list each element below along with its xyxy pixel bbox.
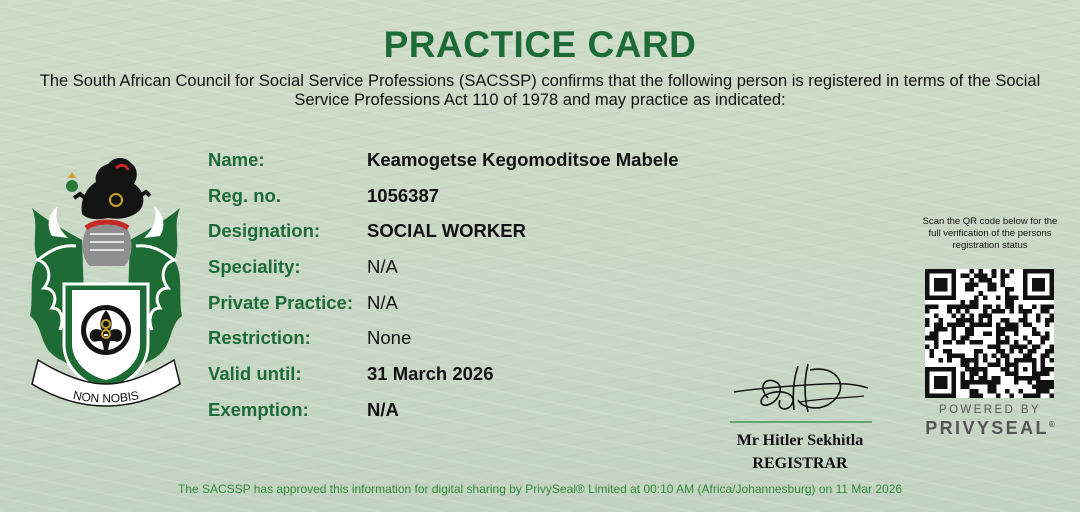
privyseal-logo bbox=[918, 418, 1062, 439]
field-label: Reg. no. bbox=[208, 184, 281, 206]
powered-by-label: POWERED BY bbox=[939, 404, 1041, 416]
field-value: N/A bbox=[367, 291, 398, 313]
footer-approval-text: The SACSSP has approved this information for digital sharing by PrivySeal® Limited at 00:10 AM (Africa/Johannesburg) on 11 Mar 2026 bbox=[177, 482, 903, 496]
intro-text: The South African Council for Social Service Professions (SACSSP) confirms that the following person is registered in terms of the Social Service Professions Act 110 of 1978 and may practice as indicated: bbox=[39, 72, 1041, 109]
registrar-name: Mr Hitler Sekhitla bbox=[736, 432, 864, 449]
field-label: Private Practice: bbox=[208, 291, 354, 313]
field-label: Name: bbox=[208, 149, 265, 170]
field-label: Speciality: bbox=[208, 256, 301, 278]
card-title: PRACTICE CARD bbox=[383, 24, 697, 65]
field-label: Designation: bbox=[208, 220, 321, 242]
coat-of-arms-icon bbox=[24, 148, 188, 412]
registrar-title: REGISTRAR bbox=[752, 455, 848, 472]
qr-instructions: Scan the QR code below for the full verification of the persons registration status bbox=[922, 216, 1058, 251]
field-label: Valid until: bbox=[208, 363, 302, 385]
field-value: Keamogetse Kegomoditsoe Mabele bbox=[367, 149, 679, 170]
field-value: 1056387 bbox=[367, 184, 440, 206]
registrar-signature-icon bbox=[728, 358, 874, 424]
field-value: 31 March 2026 bbox=[367, 363, 494, 385]
field-label: Restriction: bbox=[208, 327, 311, 349]
field-value: None bbox=[367, 327, 412, 349]
crest-motto-text: NON NOBIS bbox=[71, 388, 141, 406]
privyseal-registered-mark: ® bbox=[1048, 420, 1055, 429]
field-value: N/A bbox=[367, 256, 398, 278]
field-label: Exemption: bbox=[208, 398, 309, 420]
privyseal-brand-text: PRIVYSEAL bbox=[925, 418, 1049, 438]
qr-code-icon[interactable] bbox=[925, 269, 1054, 398]
field-value: N/A bbox=[367, 398, 399, 420]
field-value: SOCIAL WORKER bbox=[367, 220, 526, 242]
